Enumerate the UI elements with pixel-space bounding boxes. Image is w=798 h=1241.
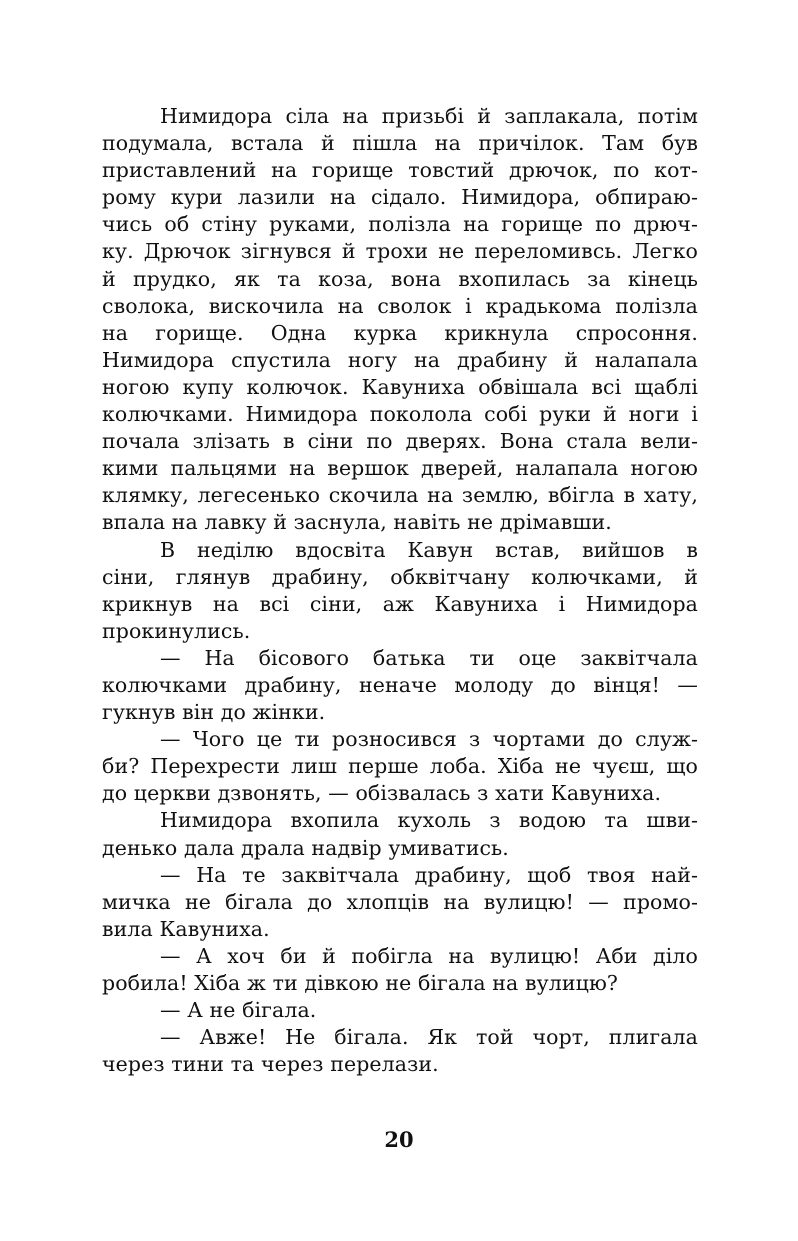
text-line: ногою купу колючок. Кавуниха обвішала всі щаблі: [102, 374, 698, 399]
text-line: Нимидора сіла на призьбі й заплакала, потім: [160, 104, 698, 128]
text-line: через тини та через перелази.: [102, 1052, 439, 1077]
text-line: робила! Хіба ж ти дівкою не бігала на вулицю?: [102, 971, 618, 995]
text-line: колючками. Нимидора поколола собі руки й ноги і: [102, 402, 698, 427]
text-line: сіни, глянув драбину, обквітчану колючками, й: [102, 564, 698, 589]
text-line: й прудко, як та коза, вона вхопилась за кінець: [102, 266, 698, 291]
text-line: ку. Дрючок зігнувся й трохи не переломивсь. Легко: [102, 239, 698, 264]
text-line: крикнув на всі сіни, аж Кавуниха і Нимидора: [102, 591, 698, 616]
text-line: рому кури лазили на сідало. Нимидора, обпираю-: [102, 185, 698, 210]
text-line: впала на лавку й заснула, навіть не дрімавши.: [102, 510, 612, 535]
text-line: — А хоч би й побігла на вулицю! Аби діло: [160, 943, 698, 968]
text-line: кими пальцями на вершок дверей, налапала ногою: [102, 456, 698, 481]
text-line: — Чого це ти розносився з чортами до служ-: [160, 727, 698, 752]
text-line: чись об стіну руками, полізла на горище по дрюч-: [102, 212, 698, 237]
text-line: би? Перехрести лиш перше лоба. Хіба не чуєш, що: [102, 754, 698, 779]
text-line: В неділю вдосвіта Кавун встав, вийшов в: [160, 537, 698, 562]
text-line: вила Кавуниха.: [102, 916, 270, 941]
body-text: [102, 103, 698, 1078]
text-line: колючками драбину, неначе молоду до вінця! —: [102, 672, 698, 697]
text-line: сволока, вискочила на сволок і крадькома полізла: [102, 293, 698, 318]
text-line: — А не бігала.: [160, 998, 317, 1023]
text-line: Нимидора спустила ногу на драбину й налапала: [102, 347, 698, 372]
page-number: 20: [384, 1127, 414, 1152]
text-line: гукнув він до жінки.: [102, 700, 326, 725]
text-line: до церкви дзвонять, — обізвалась з хати Кавуниха.: [102, 781, 662, 806]
text-line: клямку, легесенько скочила на землю, вбігла в хату,: [102, 483, 698, 508]
text-line: — На те заквітчала драбину, щоб твоя най-: [160, 862, 698, 887]
text-line: приставлений на горище товстий дрючок, по кот-: [102, 158, 698, 183]
text-line: на горище. Одна курка крикнула спросоння.: [102, 320, 698, 345]
text-line: — На бісового батька ти оце заквітчала: [160, 645, 698, 670]
text-line: Нимидора вхопила кухоль з водою та шви-: [160, 808, 698, 833]
text-line: денько дала драла надвір умиватись.: [102, 835, 509, 860]
text-line: почала злізать в сіни по дверях. Вона стала вели-: [102, 429, 698, 454]
text-line: мичка не бігала до хлопців на вулицю! — промо-: [102, 889, 698, 914]
text-line: подумала, встала й пішла на причілок. Там був: [102, 131, 698, 156]
text-line: прокинулись.: [102, 618, 251, 643]
text-line: — Авже! Не бігала. Як той чорт, плигала: [160, 1025, 698, 1050]
